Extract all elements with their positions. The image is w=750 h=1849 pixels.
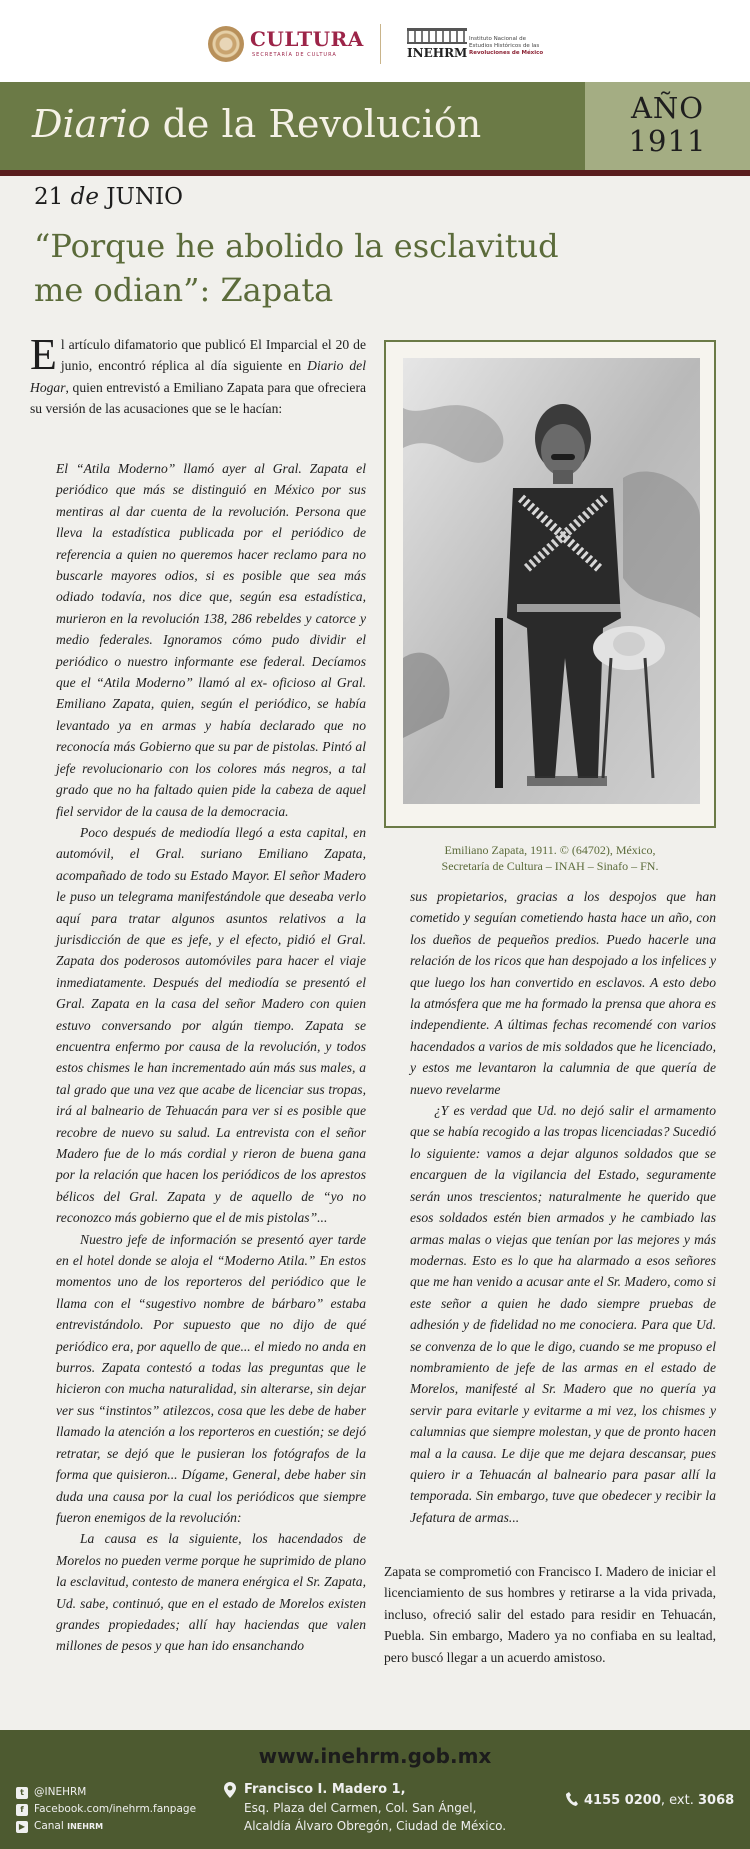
banner-title xyxy=(32,102,481,146)
building-icon xyxy=(407,28,467,44)
address-line-3: Alcaldía Álvaro Obregón, Ciudad de México. xyxy=(244,1819,507,1833)
date-month: JUNIO xyxy=(106,184,183,210)
photo-caption-line-1: Emiliano Zapata, 1911. © (64702), México, xyxy=(444,843,656,857)
youtube-label: Canal xyxy=(34,1820,64,1832)
address-line-2: Esq. Plaza del Carmen, Col. San Ángel, xyxy=(244,1801,477,1815)
twitter-link[interactable] xyxy=(16,1784,196,1801)
closing-paragraph xyxy=(384,1561,716,1668)
cultura-logo-subtitle: SECRETARÍA DE CULTURA xyxy=(252,52,337,58)
cultura-seal-icon xyxy=(208,26,244,62)
quote-paragraph: La causa es la siguiente, los hacendados de Morelos no pueden verme porque he suprimido de plano la esclavitud, contesto de manera enérgica el Sr. Zapata, Ud. sabe, continuó, que en el estado de Morelos existen grandes propiedades; allí hay haciendas que valen millones de pesos y que han ido ensanchando xyxy=(56,1531,366,1654)
footer xyxy=(0,1730,750,1849)
phone-ext-label: , ext. xyxy=(660,1793,694,1808)
banner-title-rest: de la Revolución xyxy=(150,102,482,146)
drop-cap: E xyxy=(30,330,57,379)
inehrm-acronym: INEHRM xyxy=(407,46,468,60)
zapata-photo xyxy=(403,358,700,804)
photo-caption xyxy=(384,842,716,874)
facebook-link[interactable] xyxy=(16,1801,196,1818)
logo-header xyxy=(0,0,750,82)
date-line xyxy=(34,184,183,210)
zapata-portrait-illustration xyxy=(403,358,700,804)
year-box xyxy=(585,82,750,170)
phone-number[interactable] xyxy=(566,1792,734,1808)
inehrm-full-name xyxy=(469,36,547,57)
twitter-handle: @INEHRM xyxy=(34,1786,87,1798)
closing-text: Zapata se comprometió con Francisco I. Madero de iniciar el licenciamiento de sus hombres y retirarse a la vida privada, incluso, ofreció salir del estado para residir en Tehuacán, Puebla. Sin embargo, Madero ya no confiaba en su lealtad, pero buscó llegar a un acuerdo amistoso. xyxy=(384,1564,716,1665)
quote-paragraph: Poco después de mediodía llegó a esta capital, en automóvil, el Gral. suriano Emiliano Zapata, acompañado de todo su Estado Mayor. El señor Madero le puso un telegrama manifestándole que deseaba verlo aquí para tratar algunos asuntos relativos a la jurisdicción de que es jefe, y el efecto, pidió el Gral. Zapata dos poderosos automóviles para hacer el viaje inmediatamente. Después del mediodía se presentó el Gral. Zapata en la casa del señor Madero con quien estuvo conversando por algún tiempo. Zapata se encuentra enfermo por causa de la revolución, y todos estos chismes le han incrementado aún más sus males, a tal grado que una vez que acabe de licenciar sus tropas, irá al balneario de Tehuacán para ver si es posible que recobre de nuevo su salud. La entrevista con el señor Madero fue de lo más cordial y rieron de buena gana por la relación que hacen los periódicos de los aprestos bélicos del Gral. Zapata y de aquello de “yo no reconozco más gobierno que el de mis pistolas”... xyxy=(56,824,366,1226)
photo-caption-line-2: Secretaría de Cultura – INAH – Sinafo – FN. xyxy=(441,859,659,873)
youtube-link[interactable] xyxy=(16,1818,196,1835)
banner-stripe xyxy=(0,170,750,176)
quote-paragraph: El “Atila Moderno” llamó ayer al Gral. Zapata el periódico que más se distinguió en México por sus mentiras al dar cuenta de la revolución. Persona que lleva la estadística publicada por el periódico de referencia a quien no queremos hacer reclamo para no buscarle mayores odios, si es posible que sea más odiado todavía, nos dice que, según esa estadística, murieron en la revolución 138, 286 rebeldes y catorce y medio federales. Ignoramos cómo pudo dividir el periódico o nuestro informante ese federal. Decíamos que el “Atila Moderno” llamó al ex- oficioso al Gral. Emiliano Zapata, quien, según el periódico, se había levantado ya en armas y había declarado que no reconocía más Gobierno que su par de pistolas. Pintó al jefe revolucionario con los colores más negros, a tal grado que no ha faltado quien pide la cabeza de aquel fiel servidor de la causa de la democracia. xyxy=(56,461,366,819)
website-link[interactable]: www.inehrm.gob.mx xyxy=(258,1744,492,1768)
interview-quote-left xyxy=(56,458,366,1657)
date-day: 21 xyxy=(34,184,64,210)
banner-title-italic: Diario xyxy=(32,102,151,146)
inehrm-line-2: Estudios Históricos de las xyxy=(469,43,540,49)
quote-paragraph: ¿Y es verdad que Ud. no dejó salir el armamento que se había recogido a las tropas licenciadas? Sucedió lo siguiente: vamos a dejar algunos soldados que se encarguen de la vigilancia del Estado, seguramente serán unos trescientos; naturalmente he querido que esos soldados estén bien armados y he cambiado las armas malas o viejas que tenían por las mejores y más modernas. Esto es lo que ha alarmado a esos señores que me han venido a acusar ante el Sr. Madero, como si este señor a quien he dado siempre pruebas de adhesión y de fidelidad no me conociera. Para que Ud. se convenza de lo que le digo, cuando se me propuso el nombramiento de jefe de las armas en el estado de Morelos, manifesté al Sr. Madero que no quería ya servir para evitarle y evitarme a mi vez, los chismes y calumnias que siempre molestan, y que de pronto hacen mal a la causa. Le dije que me dejara descansar, pues quiero ir a Tehuacán al balneario para pasar allí la temporada. Sin embargo, tuve que obedecer y recibir la Jefatura de armas... xyxy=(410,1103,716,1525)
quote-paragraph: sus propietarios, gracias a los despojos que han cometido y seguían cometiendo hasta hace un año, con los dueños de pequeños predios. Puedo hacerle una relación de los ricos que han despojado a los infelices y que luego los han convertido en esclavos. A esto debo la atmósfera que me ha formado la prensa que ahora es independiente. A últimas fechas recomendé con varios hacendados a varios de mis soldados que he licenciado, y estos me levantaron la calumnia de que quería de nuevo revelarme xyxy=(410,889,716,1097)
inehrm-line-1: Instituto Nacional de xyxy=(469,36,526,42)
location-pin-icon xyxy=(224,1782,236,1798)
cultura-logo[interactable] xyxy=(208,26,364,62)
headline: “Porque he abolido la esclavitud me odian”: Zapata xyxy=(34,227,559,309)
date-de: de xyxy=(70,184,99,210)
year-value: 1911 xyxy=(628,124,707,158)
inehrm-line-3: Revoluciones de México xyxy=(469,50,544,56)
logo-divider xyxy=(380,24,381,64)
phone-ext: 3068 xyxy=(698,1793,735,1808)
facebook-icon: f xyxy=(16,1804,28,1816)
year-label: AÑO xyxy=(630,91,705,125)
youtube-icon: ▶ xyxy=(16,1821,28,1833)
inehrm-logo[interactable] xyxy=(405,28,545,62)
facebook-url: Facebook.com/inehrm.fanpage xyxy=(34,1803,197,1815)
intro-paragraph xyxy=(30,330,366,420)
intro-text-2: , quien entrevistó a Emiliano Zapata para que ofreciera su versión de las acusaciones que se le hacían: xyxy=(30,379,366,417)
twitter-icon: t xyxy=(16,1787,28,1799)
interview-quote-right xyxy=(410,886,716,1528)
address-street: Francisco I. Madero 1, xyxy=(244,1782,406,1797)
social-links xyxy=(16,1784,196,1835)
quote-paragraph: Nuestro jefe de información se presentó ayer tarde en el hotel donde se aloja el “Moderno Atila.” En estos momentos uno de los reporteros del periódico que le llama con el “sugestivo nombre de bárbaro” estaba entrevistándolo. Por supuesto que no dijo de qué periódico era, por aquello de que... el miedo no anda en burros. Zapata contestó a todas las preguntas que le hicieron con mucha naturalidad, sin alterarse, sin dejar ver sus “instintos” atilezcos, cosa que les debe de haber llamado la atención a los reporteros en cuestión; se dejó retratar, se dejó que le pusieran los fotógrafos de la forma que quisieron... Dígame, General, debe haber sin duda una causa por la cual los periódicos que siempre fueron enemigos de la revolución: xyxy=(56,1231,366,1525)
phone-icon xyxy=(566,1792,578,1806)
intro-newspaper: Diario del Hogar xyxy=(30,358,366,395)
intro-text-1: l artículo difamatorio que publicó El Imparcial el 20 de junio, encontró réplica al día siguiente en xyxy=(60,337,366,374)
address-block xyxy=(244,1780,506,1835)
youtube-channel: INEHRM xyxy=(67,1822,104,1831)
cultura-logo-name: CULTURA xyxy=(250,27,364,51)
phone-main: 4155 0200 xyxy=(584,1793,661,1808)
